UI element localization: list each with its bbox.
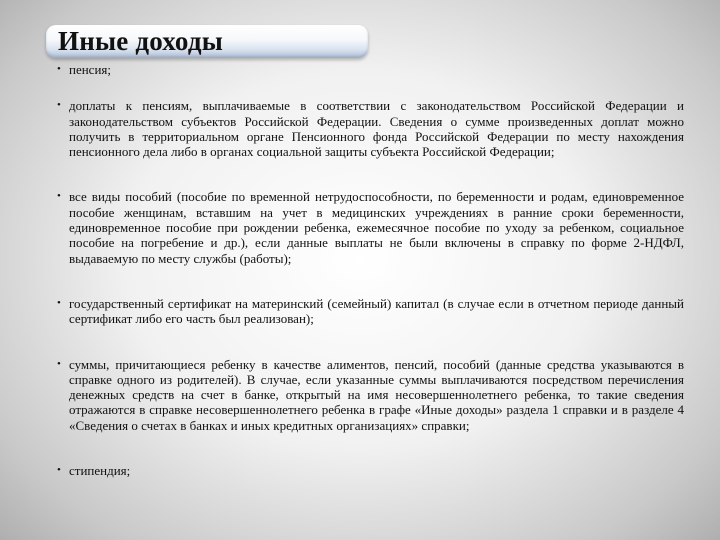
bullet-icon: • bbox=[57, 99, 61, 112]
list-item-text: суммы, причитающиеся ребенку в качестве алиментов, пенсий, пособий (данные средства указываются в справке одного из родителей). В случае, если указанные суммы выплачиваются посредством перечисления денежных средств на счет в банке, открытый на имя несовершеннолетнего ребенка, то такие сведения отражаются в справке несовершеннолетнего ребенка в графе «Иные доходы» раздела 1 справки и в разделе 4 «Сведения о счетах в банках и иных кредитных организациях» справки; bbox=[69, 356, 684, 433]
list-item bbox=[56, 62, 684, 77]
bullet-icon: • bbox=[57, 296, 61, 309]
slide-title: Иные доходы bbox=[58, 26, 223, 56]
list-item-text: государственный сертификат на материнский (семейный) капитал (в случае если в отчетном периоде данный сертификат либо его часть был реализован); bbox=[69, 295, 684, 327]
list-item bbox=[56, 189, 684, 265]
bullet-icon: • bbox=[57, 357, 61, 370]
list-item-text: стипендия; bbox=[69, 463, 131, 479]
bullet-icon: • bbox=[57, 190, 61, 203]
list-item-text: пенсия; bbox=[69, 62, 112, 77]
bullet-icon: • bbox=[57, 464, 61, 477]
list-item bbox=[56, 357, 684, 433]
list-item bbox=[56, 98, 684, 159]
list-item-text: все виды пособий (пособие по временной нетрудоспособности, по беременности и родам, единовременное пособие женщинам, вставшим на учет в медицинских учреждениях в ранние сроки беременности, единовременное пособие при рождении ребенка, ежемесячное пособие по уходу за ребенком, социальное пособие на погребение и др.), если данные выплаты не были включены в справку по форме 2-НДФЛ, выдаваемую по месту службы (работы); bbox=[69, 189, 684, 266]
list-item-text: доплаты к пенсиям, выплачиваемые в соответствии с законодательством Российской Федерации и законодательством субъектов Российской Федерации. Сведения о сумме произведенных доплат можно получить в территориальном органе Пенсионного фонда Российской Федерации по месту нахождения пенсионного дела либо в органах социальной защиты субъекта Российской Федерации; bbox=[69, 98, 684, 160]
list-item bbox=[56, 296, 684, 327]
bullet-icon: • bbox=[57, 63, 61, 75]
income-list bbox=[56, 60, 684, 508]
list-item bbox=[56, 463, 684, 478]
